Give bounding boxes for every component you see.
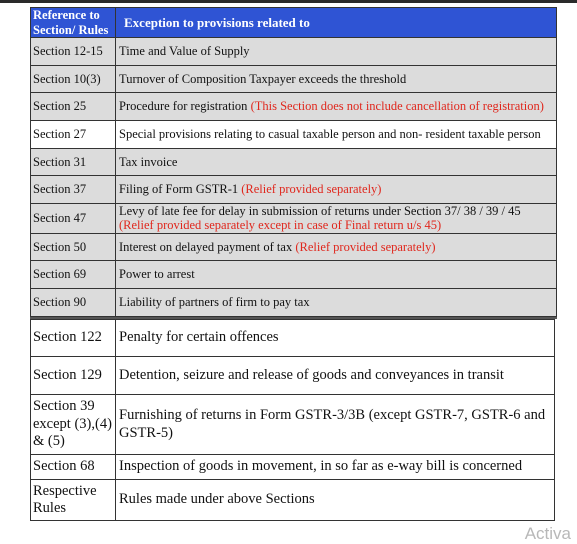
row-description (116, 204, 556, 233)
row-description (116, 93, 556, 120)
table-row (30, 38, 557, 66)
row-description (116, 66, 556, 92)
row-reference: Section 12-15 (31, 38, 116, 65)
row-text: Time and Value of Supply (119, 44, 250, 58)
activation-watermark: Activa (524, 524, 571, 543)
table-row (30, 357, 555, 395)
row-note: (Relief provided separately) (241, 182, 382, 196)
table-row (30, 121, 557, 149)
table-row (30, 234, 557, 261)
table-row (30, 93, 557, 121)
table-row (30, 289, 557, 317)
row-description: Detention, seizure and release of goods and conveyances in transit (119, 366, 504, 383)
row-description (116, 289, 556, 316)
top-border (0, 0, 577, 3)
table-row (30, 149, 557, 176)
row-note: (Relief provided separately except in case of Final return u/s 45) (119, 217, 442, 232)
row-reference: Section 69 (31, 261, 116, 288)
row-description: Furnishing of returns in Form GSTR-3/3B (except GSTR-7, GSTR-6 and GSTR-5) (119, 407, 546, 441)
row-text: Procedure for registration (119, 99, 248, 113)
row-reference: Section 50 (31, 234, 116, 260)
row-description (116, 121, 556, 148)
table-row (30, 66, 557, 93)
row-text: Filing of Form GSTR-1 (119, 182, 239, 196)
exceptions-table-part2 (30, 319, 555, 521)
row-description: Penalty for certain offences (119, 329, 279, 346)
row-reference: Section 129 (31, 357, 116, 394)
row-text: Levy of late fee for delay in submission of returns under Section 37/ 38 / 39 / 45 (119, 203, 521, 218)
table-row (30, 455, 555, 480)
exceptions-table (30, 7, 557, 521)
row-reference: Section 122 (31, 320, 116, 356)
row-reference: Section 37 (31, 176, 116, 203)
table-header (30, 7, 557, 38)
table-row (30, 480, 555, 521)
row-text: Special provisions relating to casual taxable person and non- resident taxable person (119, 127, 541, 141)
row-reference: Section 10(3) (31, 66, 116, 92)
row-reference: Section 25 (31, 93, 116, 120)
row-description (116, 234, 556, 260)
table-row (30, 204, 557, 234)
row-note: (This Section does not include cancellation of registration) (250, 99, 544, 113)
row-text: Liability of partners of firm to pay tax (119, 295, 310, 309)
row-reference: Section 31 (31, 149, 116, 175)
row-text: Turnover of Composition Taxpayer exceeds the threshold (119, 71, 407, 86)
row-reference: Respective Rules (31, 480, 116, 520)
row-reference: Section 27 (31, 121, 116, 148)
table-row (30, 395, 555, 455)
table-row (30, 176, 557, 204)
table-row (30, 320, 555, 357)
row-description: Inspection of goods in movement, in so far as e-way bill is concerned (119, 458, 523, 475)
row-reference: Section 47 (31, 204, 116, 233)
row-note: (Relief provided separately) (295, 239, 436, 254)
row-reference: Section 90 (31, 289, 116, 316)
row-text: Tax invoice (119, 154, 178, 169)
row-text: Interest on delayed payment of tax (119, 239, 293, 254)
row-reference: Section 68 (31, 455, 116, 479)
row-text: Power to arrest (119, 267, 195, 281)
row-description (116, 176, 556, 203)
header-reference: Reference to Section/ Rules (31, 8, 116, 37)
header-exception: Exception to provisions related to (124, 14, 310, 30)
row-reference: Section 39 except (3),(4) & (5) (31, 395, 116, 454)
table-row (30, 261, 557, 289)
row-description (116, 38, 556, 65)
row-description (116, 149, 556, 175)
row-description: Rules made under above Sections (119, 491, 315, 508)
row-description (116, 261, 556, 288)
